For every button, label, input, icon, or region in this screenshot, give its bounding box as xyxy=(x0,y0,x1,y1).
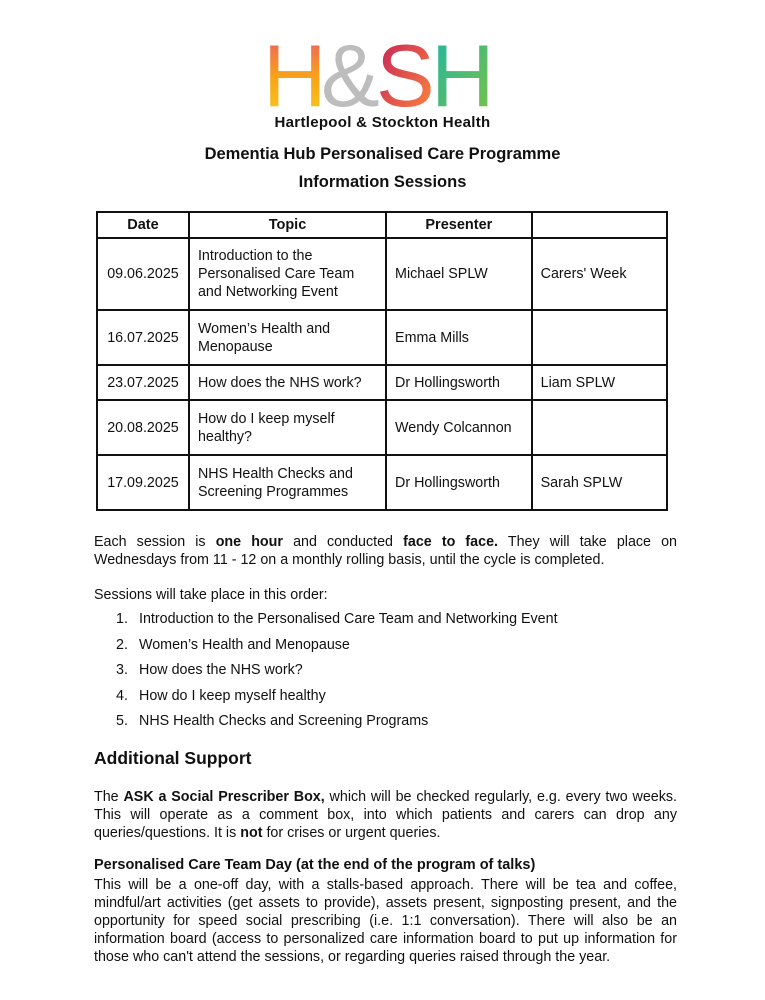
ask-box-paragraph xyxy=(94,788,677,842)
table-header-row xyxy=(97,212,667,238)
page-title: Dementia Hub Personalised Care Programme xyxy=(204,145,561,163)
additional-support-heading: Additional Support xyxy=(94,748,252,768)
list-item-text: How does the NHS work? xyxy=(139,662,303,678)
row-topic: How do I keep myself healthy? xyxy=(189,400,386,455)
header-extra xyxy=(532,212,667,238)
session-text: Each session is xyxy=(94,534,216,550)
organisation-name: Hartlepool & Stockton Health xyxy=(274,114,491,131)
row-date: 09.06.2025 xyxy=(97,238,189,310)
row-extra xyxy=(532,400,667,455)
logo xyxy=(0,34,765,110)
svg-text:S: S xyxy=(375,34,431,110)
row-topic: NHS Health Checks and Screening Programmes xyxy=(189,455,386,510)
svg-text:&: & xyxy=(320,34,376,110)
page-subtitle: Information Sessions xyxy=(298,173,467,191)
row-topic: Women’s Health and Menopause xyxy=(189,310,386,365)
list-item: 1. Introduction to the Personalised Care Team and Networking Event xyxy=(116,611,558,627)
svg-text:H: H xyxy=(430,34,491,110)
ask-text: for crises or urgent queries. xyxy=(262,825,441,841)
row-date: 20.08.2025 xyxy=(97,400,189,455)
list-item-text: Women’s Health and Menopause xyxy=(139,636,350,653)
row-extra: Carers' Week xyxy=(532,238,667,310)
list-item: 5. NHS Health Checks and Screening Programs xyxy=(116,713,429,729)
list-item-text: Introduction to the Personalised Care Team and Networking Event xyxy=(139,611,558,627)
care-team-day-paragraph: This will be a one-off day, with a stalls-based approach. There will be tea and coffee, mindful/art activities (get assets to provide), assets present, signposting present, and the opportunity for speed social prescribing (i.e. 1:1 conversation). There will also be an information board (access to personalized care information board to put up information for those who can't attend the sessions, or regarding queries raised through the year. xyxy=(94,877,677,965)
row-date: 17.09.2025 xyxy=(97,455,189,510)
ask-text: The xyxy=(94,789,124,805)
session-text: and conducted xyxy=(282,534,404,550)
hsh-logo xyxy=(263,34,503,110)
list-item: 2. Women’s Health and Menopause xyxy=(116,636,350,653)
ask-box-name: ASK a Social Prescriber Box, xyxy=(123,789,325,805)
ask-not: not xyxy=(240,825,263,841)
svg-text:H: H xyxy=(262,34,323,110)
list-item: 3. How does the NHS work? xyxy=(116,662,303,678)
header-presenter: Presenter xyxy=(386,212,532,238)
session-text: They will take place on Wednesdays from 11 - 12 on a monthly rolling basis, until the cycle is completed. xyxy=(94,534,677,568)
table-row xyxy=(97,365,667,400)
session-format: face to face. xyxy=(403,534,499,550)
header-topic: Topic xyxy=(189,212,386,238)
row-presenter: Michael SPLW xyxy=(386,238,532,310)
row-topic: Introduction to the Personalised Care Team and Networking Event xyxy=(189,238,386,310)
row-date: 16.07.2025 xyxy=(97,310,189,365)
row-extra: Liam SPLW xyxy=(532,365,667,400)
table-row xyxy=(97,238,667,310)
header-date: Date xyxy=(97,212,189,238)
list-item-text: NHS Health Checks and Screening Programs xyxy=(139,713,429,729)
session-duration: one hour xyxy=(215,534,283,550)
row-extra: Sarah SPLW xyxy=(532,455,667,510)
session-order-list xyxy=(116,609,558,737)
session-info-paragraph xyxy=(94,533,677,569)
list-item-text: How do I keep myself healthy xyxy=(139,687,326,704)
table-row xyxy=(97,400,667,455)
row-presenter: Dr Hollingsworth xyxy=(386,365,532,400)
row-presenter: Emma Mills xyxy=(386,310,532,365)
order-intro: Sessions will take place in this order: xyxy=(94,587,328,603)
ask-text: which will be checked regularly, e.g. every two weeks. This will operate as a comment box, into which patients and carers can drop any queries/questions. It is xyxy=(94,789,677,841)
care-team-day-heading: Personalised Care Team Day (at the end of the program of talks) xyxy=(94,857,536,873)
row-topic: How does the NHS work? xyxy=(189,365,386,400)
sessions-table xyxy=(96,211,668,511)
table-row xyxy=(97,455,667,510)
row-presenter: Wendy Colcannon xyxy=(386,400,532,455)
list-item: 4. How do I keep myself healthy xyxy=(116,687,326,704)
row-extra xyxy=(532,310,667,365)
table-row xyxy=(97,310,667,365)
row-date: 23.07.2025 xyxy=(97,365,189,400)
row-presenter: Dr Hollingsworth xyxy=(386,455,532,510)
